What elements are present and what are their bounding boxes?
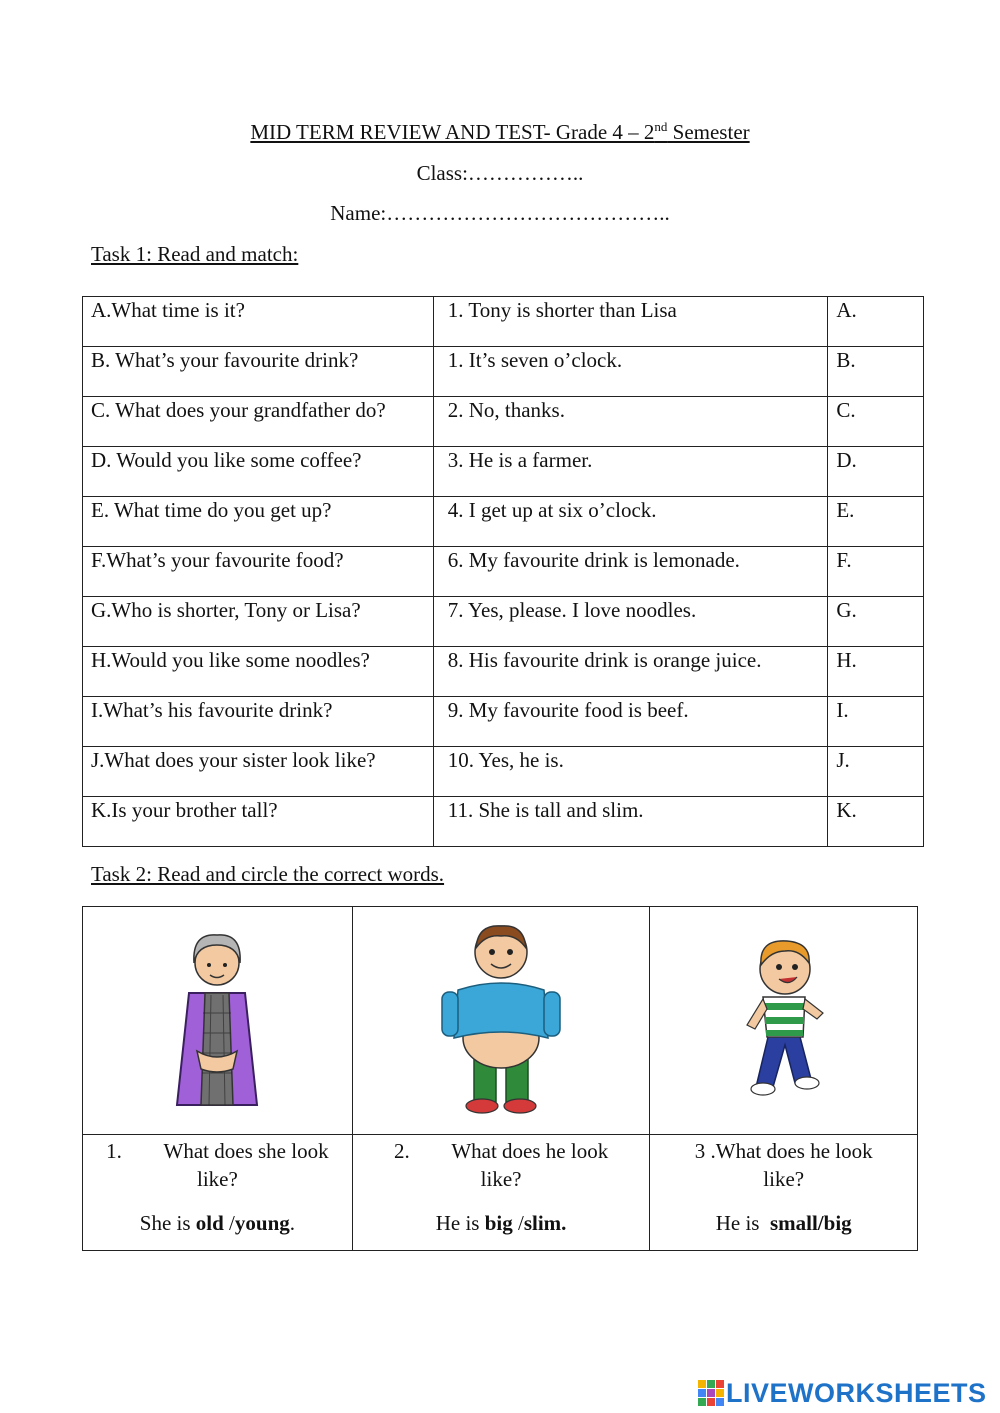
question-cell: A.What time is it? [83,297,434,347]
question-cell-3 [650,1135,918,1251]
picture-table [82,906,918,1251]
option-slim[interactable]: slim. [523,1211,567,1235]
match-input[interactable]: A. [828,297,924,347]
big-boy-illustration [436,918,566,1118]
answer-line: She is old /young. [139,1211,295,1235]
question-cell: F.What’s your favourite food? [83,547,434,597]
match-input[interactable]: I. [828,697,924,747]
match-input[interactable]: H. [828,647,924,697]
logo-text: LIVEWORKSHEETS [726,1377,987,1408]
answer-cell: 3. He is a farmer. [433,447,828,497]
option-big[interactable]: big [484,1211,513,1235]
match-input[interactable]: C. [828,397,924,447]
match-input[interactable]: E. [828,497,924,547]
table-row [83,497,924,547]
table-row [83,597,924,647]
question-cell: K.Is your brother tall? [83,797,434,847]
question-cell-2 [352,1135,650,1251]
option-small-big[interactable]: small/big [769,1211,852,1235]
task1-heading: Task 1: Read and match: [91,242,299,266]
table-row [83,447,924,497]
match-input[interactable]: D. [828,447,924,497]
match-input[interactable]: B. [828,347,924,397]
match-input[interactable]: J. [828,747,924,797]
question-cell: E. What time do you get up? [83,497,434,547]
question-text: 2. What does he look [393,1139,609,1163]
answer-cell: 9. My favourite food is beef. [433,697,828,747]
answer-cell: 1. Tony is shorter than Lisa [433,297,828,347]
liveworksheets-logo[interactable] [698,1378,987,1408]
small-boy-illustration [729,933,839,1103]
table-row [83,747,924,797]
match-input[interactable]: K. [828,797,924,847]
table-row [83,347,924,397]
answer-line: He is small/big [715,1211,852,1235]
name-field[interactable]: Name:………………………………….. [330,201,670,225]
question-cell: H.Would you like some noodles? [83,647,434,697]
picture-cell [650,907,918,1135]
question-text: like? [763,1167,805,1191]
grandmother-illustration [167,923,267,1113]
question-text: like? [196,1167,238,1191]
answer-cell: 2. No, thanks. [433,397,828,447]
question-cell: D. Would you like some coffee? [83,447,434,497]
answer-cell: 7. Yes, please. I love noodles. [433,597,828,647]
match-table [82,296,924,847]
question-cell: G.Who is shorter, Tony or Lisa? [83,597,434,647]
option-young[interactable]: young [234,1211,290,1235]
table-row [83,297,924,347]
class-field[interactable]: Class:…………….. [416,161,584,185]
match-input[interactable]: F. [828,547,924,597]
answer-line: He is big /slim. [435,1211,567,1235]
picture-cell [352,907,650,1135]
table-row [83,697,924,747]
option-old[interactable]: old [195,1211,224,1235]
question-text: 3 .What does he look [694,1139,873,1163]
answer-cell: 11. She is tall and slim. [433,797,828,847]
question-text: like? [480,1167,522,1191]
question-cell: B. What’s your favourite drink? [83,347,434,397]
answer-cell: 6. My favourite drink is lemonade. [433,547,828,597]
question-text: 1. What does she look [106,1139,329,1163]
page-title: MID TERM REVIEW AND TEST- Grade 4 – 2nd Semester [250,119,750,144]
liveworksheets-icon [698,1380,724,1406]
table-row [83,397,924,447]
question-cell: I.What’s his favourite drink? [83,697,434,747]
match-input[interactable]: G. [828,597,924,647]
task2-heading: Task 2: Read and circle the correct words. [91,862,445,886]
table-row [83,647,924,697]
answer-cell: 8. His favourite drink is orange juice. [433,647,828,697]
answer-cell: 1. It’s seven o’clock. [433,347,828,397]
answer-cell: 10. Yes, he is. [433,747,828,797]
question-cell-1 [83,1135,353,1251]
table-row [83,547,924,597]
table-row [83,797,924,847]
question-cell: C. What does your grandfather do? [83,397,434,447]
picture-cell [83,907,353,1135]
answer-cell: 4. I get up at six o’clock. [433,497,828,547]
question-cell: J.What does your sister look like? [83,747,434,797]
